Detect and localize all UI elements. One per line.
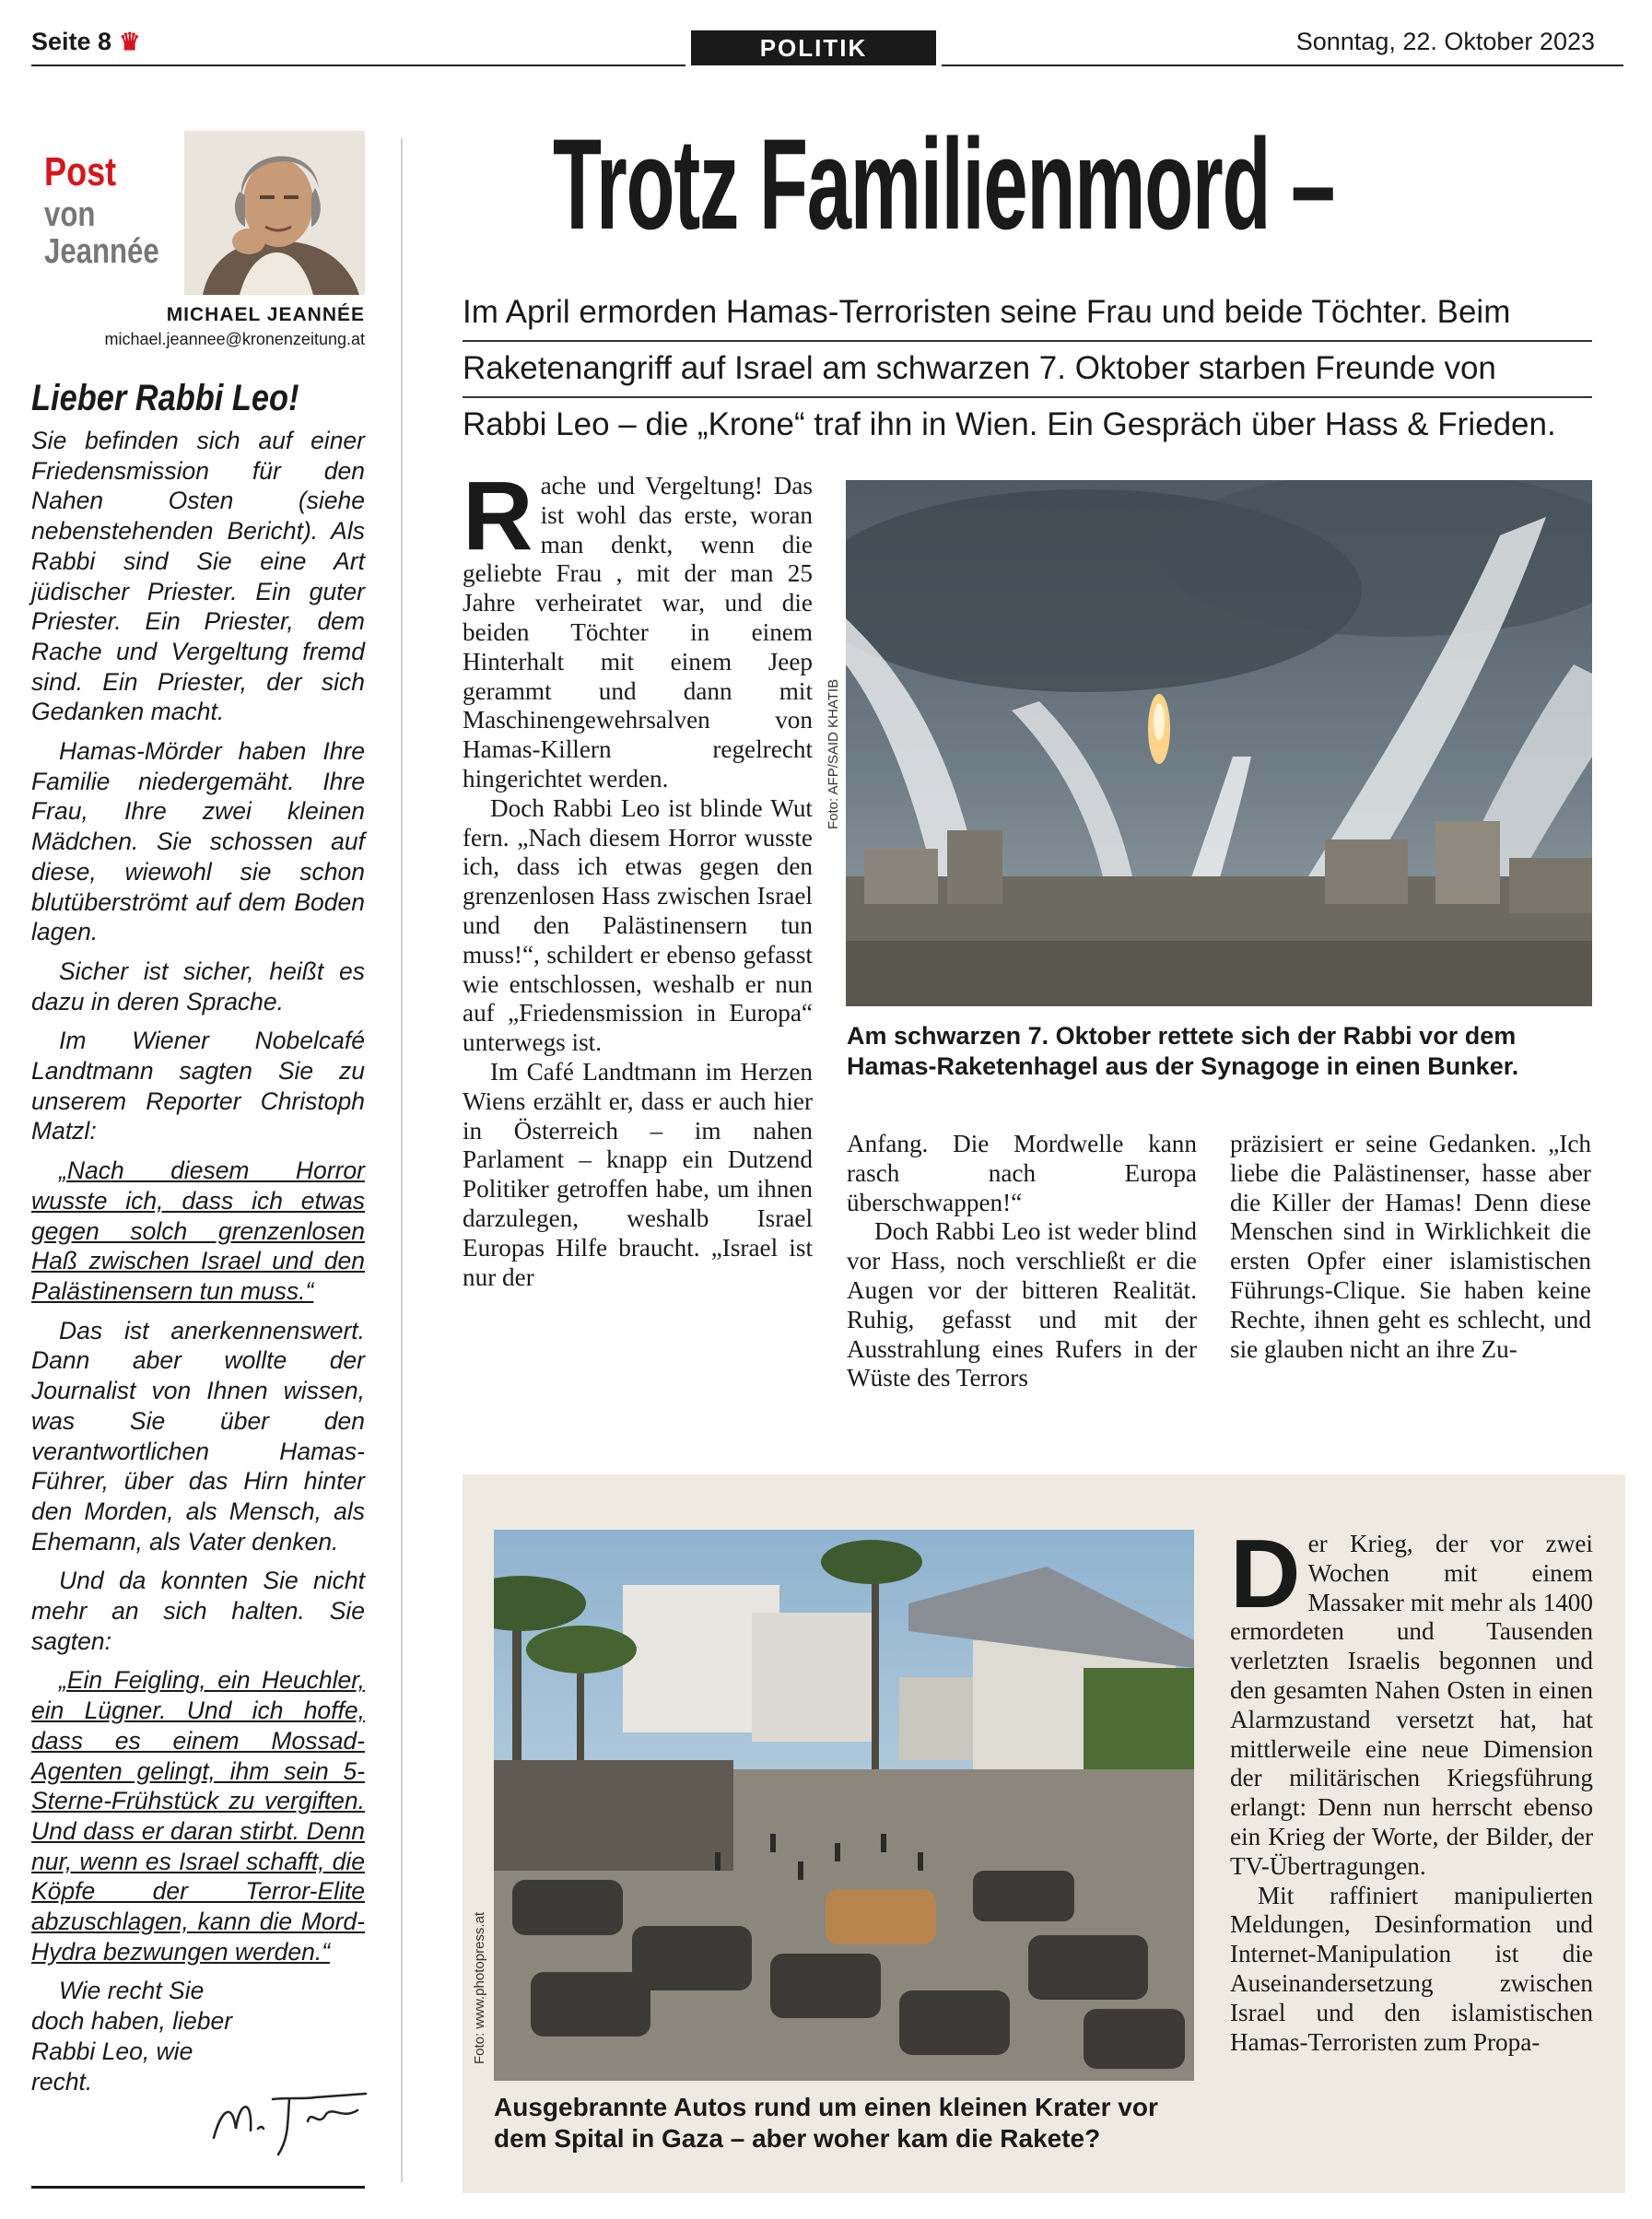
page-number: Seite 8 ♛	[31, 28, 141, 55]
box-paragraph: Mit raffiniert manipulierten Meldungen, Desinformation und Internet-Manipulation ist die Auseinandersetzung zwischen Israel und den islamistischen Hamas-Terroristen zum Propa-	[1230, 1881, 1593, 2056]
photo-caption: Am schwarzen 7. Oktober rettete sich der Rabbi vor dem Hamas-Raketenhagel aus der Synagoge in einen Bunker.	[847, 1022, 1519, 1080]
article-paragraph: Anfang. Die Mordwelle kann rasch nach Europa überschwappen!“	[847, 1130, 1197, 1216]
column-divider	[401, 138, 403, 2182]
article-column-2	[847, 1130, 1197, 1393]
article-headline: Trotz Familienmord –	[553, 112, 1335, 256]
box-text-column	[1230, 1520, 1593, 2057]
article-column-3	[1230, 1130, 1591, 1364]
author-signature	[205, 2073, 375, 2158]
author-name: MICHAEL JEANNÉE	[166, 304, 365, 325]
column-bottom-rule	[31, 2186, 365, 2189]
letter-paragraph: Das ist anerkennenswert. Dann aber wollte der Journalist von Ihnen wissen, was Sie über den verantwortlichen Hamas-Führer, über das Hirn hinter den Morden, als Mensch, als Ehemann, als Vater denken.	[31, 1316, 365, 1556]
deck-line: Raketenangriff auf Israel am schwarzen 7. Oktober starben Freunde von	[463, 342, 1592, 398]
letter-paragraph: Und da konnten Sie nicht mehr an sich halten. Sie sagten:	[31, 1567, 365, 1655]
column-kicker-post: Post	[44, 149, 117, 194]
column-kicker-von: von	[44, 195, 96, 234]
article-paragraph: Doch Rabbi Leo ist blinde Wut fern. „Nach diesem Horror wusste ich, dass ich etwas gegen den grenzenlosen Hass zwischen Israel und den Palästinensern tun muss!“, schildert er ebenso gefasst wie entschlossen, weshalb er nun auf „Friedensmission in Europa“ unterwegs ist.	[463, 793, 813, 1057]
letter-quote: „Nach diesem Horror wusste ich, dass ich etwas gegen solch grenzenlosen Haß zwischen Israel und den Palästinensern tun muss.“	[31, 1156, 365, 1305]
letter-quote: „Ein Feigling, ein Heuchler, ein Lügner. Und ich hoffe, dass es einem Mossad-Agenten gelingt, ihm sein 5-Sterne-Frühstück zu vergiften. Und dass er daran stirbt. Denn nur, wenn es Israel schafft, die Köpfe der Terror-Elite abzuschlagen, kann die Mord-Hydra bezwungen werden.“	[31, 1666, 365, 1966]
column-kicker-name: Jeannée	[44, 232, 159, 271]
article-deck	[463, 286, 1592, 452]
photo-credit: Foto: www.photopress.at	[472, 1911, 487, 2064]
letter-salutation: Lieber Rabbi Leo!	[31, 378, 299, 418]
gaza-hospital-photo	[494, 1530, 1194, 2081]
deck-line: Im April ermorden Hamas-Terroristen seine Frau und beide Töchter. Beim	[463, 286, 1592, 342]
box-paragraph: er Krieg, der vor zwei Wochen mit einem Massaker mit mehr als 1400 ermordeten und Tausenden verletzten Israelis begonnen und den gesamten Nahen Osten in einen Alarmzustand versetzt hat, hat mittlerweile eine neue Dimension der militärischen Kriegsführung erlangt: Denn nun herrscht ebenso ein Krieg der Worte, der Bilder, der TV-Übertragungen.	[1230, 1530, 1593, 1880]
letter-paragraph: Sie befinden sich auf einer Friedensmission für den Nahen Osten (siehe nebenstehenden Bericht). Als Rabbi sind Sie eine Art jüdischer Priester. Ein guter Priester. Ein Priester, dem Rache und Vergeltung fremd sind. Ein Priester, der sich Gedanken macht.	[31, 427, 365, 726]
author-portrait	[184, 131, 365, 295]
author-email: michael.jeannee@kronenzeitung.at	[104, 330, 365, 348]
letter-paragraph: Hamas-Mörder haben Ihre Familie niedergemäht. Ihre Frau, Ihre zwei kleinen Mädchen. Sie schossen auf diese, wiewohl sie schon blutüberströmt auf dem Boden lagen.	[31, 737, 365, 946]
letter-body	[31, 426, 365, 2106]
crown-icon: ♛	[119, 28, 141, 55]
drop-cap: D	[1230, 1520, 1301, 1628]
letter-paragraph: Sicher ist sicher, heißt es dazu in deren Sprache.	[31, 957, 365, 1016]
article-paragraph: präzisiert er seine Gedanken. „Ich liebe die Palästinenser, hasse aber die Killer der Hamas! Denn diese Menschen sind in Wirklichkeit die ersten Opfer einer islamistischen Führungs-Clique. Sie haben keine Rechte, ihnen geht es schlecht, und sie glauben nicht an ihre Zu-	[1230, 1130, 1591, 1363]
photo-caption: Ausgebrannte Autos rund um einen kleinen Krater vor dem Spital in Gaza – aber woher kam die Rakete?	[494, 2093, 1158, 2153]
header-rule-left	[31, 65, 685, 66]
issue-date: Sonntag, 22. Oktober 2023	[1295, 28, 1595, 55]
article-paragraph: Im Café Landtmann im Herzen Wiens erzählt er, dass er auch hier in Österreich – im nahen Parlament – knapp ein Dutzend Politiker getroffen habe, um ihnen darzulegen, weshalb Israel Europas Hilfe braucht. „Israel ist nur der	[463, 1057, 813, 1291]
header-rule-right	[942, 65, 1623, 66]
article-paragraph: Doch Rabbi Leo ist weder blind vor Hass, noch verschließt er die Augen vor der bitteren Realität. Ruhig, gefasst und mit der Ausstrahlung eines Rufers in der Wüste des Terrors	[847, 1217, 1197, 1392]
article-column-1	[463, 462, 813, 1292]
letter-paragraph: Im Wiener Nobelcafé Landtmann sagten Sie zu unserem Reporter Christoph Matzl:	[31, 1027, 365, 1145]
letter-closing: Wie recht Sie doch haben, lieber Rabbi Leo, wie recht.	[31, 1977, 233, 2096]
section-label: POLITIK	[691, 30, 936, 65]
rocket-photo	[846, 480, 1592, 1006]
photo-credit: Foto: AFP/SAID KHATIB	[826, 678, 841, 829]
article-paragraph: ache und Vergeltung! Das ist wohl das erste, woran man denkt, wenn die geliebte Frau , mit der man 25 Jahre verheiratet war, und die beiden Töchter in einem Hinterhalt mit einem Jeep gerammt und dann mit Maschinengewehrsalven von Hamas-Killern regelrecht hingerichtet werden.	[463, 472, 813, 792]
drop-cap: R	[463, 462, 533, 570]
deck-line: Rabbi Leo – die „Krone“ traf ihn in Wien. Ein Gespräch über Hass & Frieden.	[463, 406, 1556, 442]
